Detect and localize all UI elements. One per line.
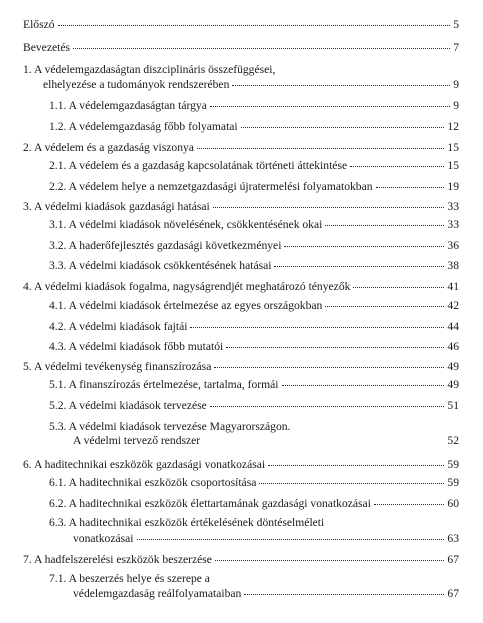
toc-entry-label: 4.1. A védelmi kiadások értelmezése az egyes országokban	[49, 299, 323, 312]
dot-leader	[137, 539, 445, 540]
toc-entry-5-1[interactable]	[49, 378, 459, 391]
toc-entry-page: 33	[447, 218, 459, 231]
toc-entry-3-3[interactable]	[49, 259, 459, 272]
toc-entry-page: 52	[447, 434, 459, 447]
toc-entry-chapter-6[interactable]	[23, 458, 459, 471]
dot-leader	[353, 287, 444, 288]
toc-entry-chapter-1[interactable]	[23, 63, 459, 91]
toc-entry-label: 2.2. A védelem helye a nemzetgazdasági újratermelési folyamatokban	[49, 180, 373, 193]
toc-entry-eloszo[interactable]	[23, 18, 459, 31]
toc-entry-label: 3.2. A haderőfejlesztés gazdasági következményei	[49, 239, 282, 252]
dot-leader	[274, 266, 444, 267]
toc-entry-label: 5. A védelmi tevékenység finanszírozása	[23, 360, 212, 373]
dot-leader	[325, 225, 444, 226]
dot-leader	[73, 48, 450, 49]
toc-entry-page: 19	[447, 180, 459, 193]
toc-entry-chapter-5[interactable]	[23, 360, 459, 373]
toc-entry-page: 41	[447, 280, 459, 293]
toc-entry-2-1[interactable]	[49, 159, 459, 172]
dot-leader	[232, 85, 450, 86]
toc-entry-label-continued: védelemgazdaság reálfolyamataiban	[73, 587, 242, 600]
toc-entry-label: 5.2. A védelmi kiadások tervezése	[49, 399, 207, 412]
toc-entry-page: 15	[447, 159, 459, 172]
toc-entry-4-2[interactable]	[49, 320, 459, 333]
toc-entry-3-1[interactable]	[49, 218, 459, 231]
dot-leader	[197, 148, 444, 149]
dot-leader	[350, 166, 444, 167]
toc-entry-5-2[interactable]	[49, 399, 459, 412]
toc-entry-5-3[interactable]	[49, 420, 459, 447]
toc-entry-7-1[interactable]	[49, 572, 459, 600]
toc-entry-label: 6.3. A haditechnikai eszközök értékelésének döntéselméleti	[49, 516, 325, 529]
toc-entry-6-1[interactable]	[49, 476, 459, 489]
toc-entry-label: 6. A haditechnikai eszközök gazdasági vonatkozásai	[23, 458, 266, 471]
toc-entry-label: 4.2. A védelmi kiadások fajtái	[49, 320, 188, 333]
toc-entry-2-2[interactable]	[49, 180, 459, 193]
toc-entry-label-continued: vonatkozásai	[73, 532, 134, 545]
dot-leader	[210, 106, 450, 107]
dot-leader	[58, 25, 451, 26]
toc-entry-label: Előszó	[23, 18, 55, 31]
dot-leader	[210, 406, 445, 407]
toc-entry-page: 59	[447, 476, 459, 489]
toc-entry-chapter-4[interactable]	[23, 280, 459, 293]
toc-entry-chapter-7[interactable]	[23, 553, 459, 566]
toc-entry-page: 12	[447, 120, 459, 133]
toc-entry-page: 36	[447, 239, 459, 252]
toc-entry-page: 49	[447, 378, 459, 391]
dot-leader	[374, 504, 444, 505]
toc-entry-label: Bevezetés	[23, 41, 70, 54]
toc-entry-page: 33	[447, 200, 459, 213]
toc-entry-label: 6.2. A haditechnikai eszközök élettartamának gazdasági vonatkozásai	[49, 497, 371, 510]
toc-entry-page: 60	[447, 497, 459, 510]
toc-entry-page: 9	[453, 78, 459, 91]
dot-leader	[268, 465, 444, 466]
toc-entry-label: 3. A védelmi kiadások gazdasági hatásai	[23, 200, 210, 213]
toc-entry-label: 5.1. A finanszírozás értelmezése, tartalma, formái	[49, 378, 279, 391]
toc-entry-label: 7.1. A beszerzés helye és szerepe a	[49, 572, 210, 585]
toc-entry-page: 9	[453, 99, 459, 112]
toc-entry-page: 15	[447, 141, 459, 154]
toc-entry-bevezetes[interactable]	[23, 41, 459, 54]
toc-entry-label: 5.3. A védelmi kiadások tervezése Magyarországon.	[49, 420, 291, 433]
dot-leader	[241, 127, 445, 128]
toc-entry-label: 1. A védelemgazdaságtan diszciplináris összefüggései,	[23, 63, 276, 76]
toc-entry-label-continued: elhelyezése a tudományok rendszerében	[43, 78, 230, 91]
dot-leader	[259, 483, 444, 484]
dot-leader	[215, 560, 444, 561]
dot-leader	[190, 327, 444, 328]
toc-entry-4-1[interactable]	[49, 299, 459, 312]
toc-entry-page: 46	[447, 340, 459, 353]
toc-entry-6-3[interactable]	[49, 516, 459, 545]
toc-entry-page: 67	[447, 587, 459, 600]
toc-entry-label-continued: A védelmi tervező rendszer	[73, 434, 201, 447]
toc-entry-label: 2.1. A védelem és a gazdaság kapcsolatának történeti áttekintése	[49, 159, 348, 172]
toc-entry-label: 4.3. A védelmi kiadások főbb mutatói	[49, 340, 224, 353]
toc-entry-page: 44	[447, 320, 459, 333]
toc-entry-label: 1.2. A védelemgazdaság főbb folyamatai	[49, 120, 238, 133]
toc-entry-label: 6.1. A haditechnikai eszközök csoportosítása	[49, 476, 257, 489]
toc-entry-page: 63	[447, 532, 459, 545]
dot-leader	[282, 385, 445, 386]
dot-leader	[226, 347, 444, 348]
toc-entry-label: 7. A hadfelszerelési eszközök beszerzése	[23, 553, 212, 566]
dot-leader	[244, 594, 444, 595]
toc-entry-page: 42	[447, 299, 459, 312]
toc-entry-6-2[interactable]	[49, 497, 459, 510]
toc-entry-1-1[interactable]	[49, 99, 459, 112]
dot-leader	[284, 246, 444, 247]
toc-entry-page: 49	[447, 360, 459, 373]
toc-entry-label: 3.1. A védelmi kiadások növelésének, csökkentésének okai	[49, 218, 323, 231]
toc-entry-label: 2. A védelem és a gazdaság viszonya	[23, 141, 194, 154]
toc-entry-1-2[interactable]	[49, 120, 459, 133]
toc-entry-label: 3.3. A védelmi kiadások csökkentésének hatásai	[49, 259, 272, 272]
dot-leader	[325, 306, 444, 307]
toc-entry-page: 51	[447, 399, 459, 412]
toc-entry-page: 59	[447, 458, 459, 471]
dot-leader	[213, 207, 445, 208]
toc-entry-4-3[interactable]	[49, 340, 459, 353]
toc-entry-page: 38	[447, 259, 459, 272]
dot-leader	[203, 441, 444, 442]
dot-leader	[214, 367, 444, 368]
toc-entry-page: 67	[447, 553, 459, 566]
toc-entry-label: 1.1. A védelemgazdaságtan tárgya	[49, 99, 207, 112]
toc-entry-3-2[interactable]	[49, 239, 459, 252]
dot-leader	[376, 187, 445, 188]
toc-entry-chapter-3[interactable]	[23, 200, 459, 213]
toc-entry-page: 5	[453, 18, 459, 31]
toc-entry-label: 4. A védelmi kiadások fogalma, nagyságrendjét meghatározó tényezők	[23, 280, 351, 293]
toc-entry-page: 7	[453, 41, 459, 54]
toc-entry-chapter-2[interactable]	[23, 141, 459, 154]
